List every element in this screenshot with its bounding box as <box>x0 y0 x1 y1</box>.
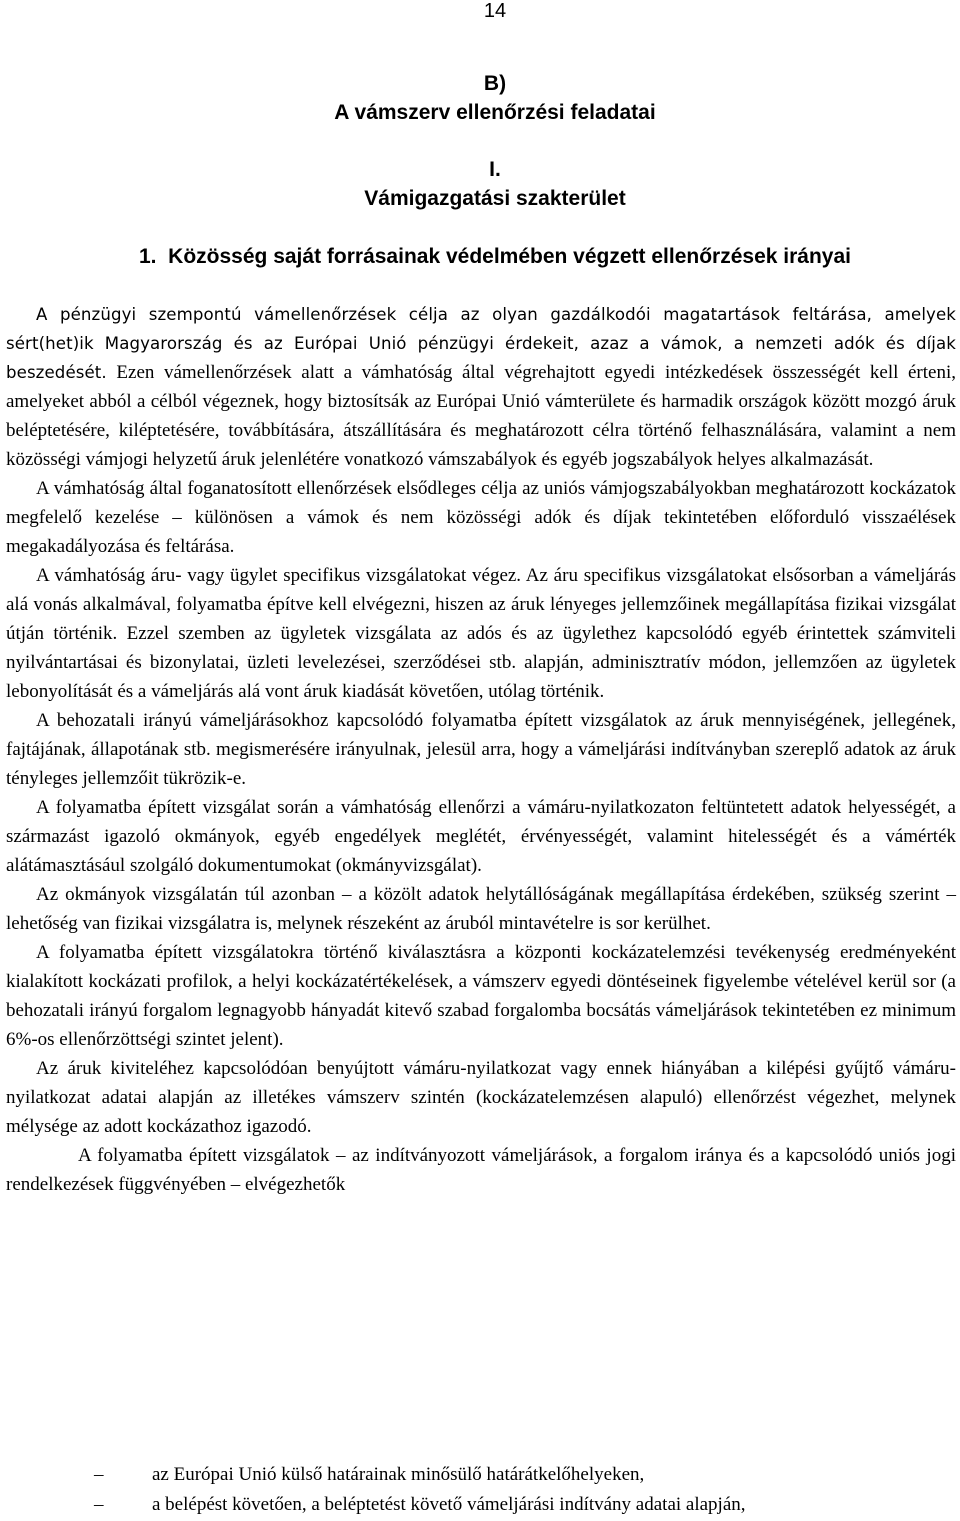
paragraph-9: A folyamatba épített vizsgálatok – az indítványozott vámeljárások, a forgalom iránya és a kapcsolódó uniós jogi rendelkezések függvényében – elvégezhetők <box>6 1145 956 1195</box>
section-label: B) <box>483 72 507 95</box>
list-item-text: az Európai Unió külső határainak minősülő határátkelőhelyeken, <box>152 1464 645 1485</box>
dash-bullet: – <box>94 1464 104 1485</box>
list-item <box>0 1490 960 1520</box>
paragraph-3: A vámhatóság áru- vagy ügylet specifikus vizsgálatokat végez. Az áru specifikus vizsgálatokat elsősorban a vámeljárás alá vonás alkalmával, folyamatba építve kell elvégezni, hiszen az áruk lényeges jellemzőinek megállapítása fizikai vizsgálat útján történik. Ezzel szemben az ügyletek vizsgálata az adós és az ügylethez kapcsolódó egyéb érintettek számviteli nyilvántartásai és bizonylatai, üzleti levelezései, szerződései stb. alapján, adminisztratív módon, jellemzően az ügyletek lebonyolítását és a vámeljárás alá vont áruk kiadását követően, utólag történik. <box>6 565 956 702</box>
paragraph-2: A vámhatóság által foganatosított ellenőrzések elsődleges célja az uniós vámjogszabályokban meghatározott kockázatok megfelelő kezelése – különösen a vámok és nem közösségi adók és díjak tekintetében előforduló visszaélések megakadályozása és feltárása. <box>6 478 956 557</box>
paragraph-6: Az okmányok vizsgálatán túl azonban – a közölt adatok helytállóságának megállapítása érdekében, szükség szerint – lehetőség van fizikai vizsgálatra is, melynek részeként az áruból mintavételre is sor kerülhet. <box>6 884 956 934</box>
subsection-heading: 1. Közösség saját forrásainak védelmében végzett ellenőrzések irányai <box>139 245 851 268</box>
section-title: A vámszerv ellenőrzési feladatai <box>334 101 656 124</box>
bullet-list <box>0 1460 960 1520</box>
paragraph-4: A behozatali irányú vámeljárásokhoz kapcsolódó folyamatba épített vizsgálatok az áruk mennyiségének, jellegének, fajtájának, állapotának stb. megismerésére irányulnak, jelesül arra, hogy a vámeljárási indítványban szereplő adatok az áruk tényleges jellemzőit tükrözik-e. <box>6 710 956 789</box>
body-text <box>6 300 956 1199</box>
chapter-title: Vámigazgatási szakterület <box>364 187 626 210</box>
dash-bullet: – <box>94 1494 104 1515</box>
paragraph-5: A folyamatba épített vizsgálat során a vámhatóság ellenőrzi a vámáru-nyilatkozaton feltüntetett adatok helyességét, a származást igazoló okmányok, egyéb engedélyek meglétét, érvényességét, valamint hitelességét és a vámérték alátámasztásául szolgáló dokumentumokat (okmányvizsgálat). <box>6 797 956 876</box>
page-number: 14 <box>483 0 507 22</box>
paragraph-1-rest: Ezen vámellenőrzések alatt a vámhatóság által végrehajtott egyedi intézkedések összességét kell érteni, amelyeket abból a célból végeznek, hogy biztosítsák az Európai Unió vámterülete és harmadik országok között mozgó áruk beléptetésére, kiléptetésére, továbbítására, átszállítására és meghatározott célra történő felhasználására, valamint a nem közösségi vámjogi helyzetű áruk jelenlétére vonatkozó vámszabályok és egyéb jogszabályok helyes alkalmazását. <box>6 362 956 470</box>
chapter-label: I. <box>489 158 501 181</box>
list-item-text: a belépést követően, a beléptetést követő vámeljárási indítvány adatai alapján, <box>152 1494 746 1515</box>
paragraph-8: Az áruk kiviteléhez kapcsolódóan benyújtott vámáru-nyilatkozat vagy ennek hiányában a kilépési gyűjtő vámáru-nyilatkozat adatai alapján az illetékes vámszerv szintén (kockázatelemzésen alapuló) ellenőrzést végezhet, melynek mélysége az adott kockázathoz igazodó. <box>6 1058 956 1137</box>
paragraph-1 <box>6 300 956 474</box>
paragraph-1-lead: A pénzügyi szempontú vámellenőrzések célja az olyan gazdálkodói magatartások feltárása, amelyek sért(het)ik Magyarország és az Európai Unió pénzügyi érdekeit, azaz a vámok, a nemzeti adók és díjak beszedését. <box>6 305 956 382</box>
list-item <box>0 1460 960 1490</box>
paragraph-7: A folyamatba épített vizsgálatokra történő kiválasztásra a központi kockázatelemzési tevékenység eredményeként kialakított kockázati profilok, a helyi kockázatértékelések, a vámszerv egyedi döntéseinek figyelembe vételével kerül sor (a behozatali irányú forgalom legnagyobb hányadát kitevő szabad forgalomba bocsátás vámeljárások tekintetében ez minimum 6%-os ellenőrzöttségi szintet jelent). <box>6 942 956 1050</box>
